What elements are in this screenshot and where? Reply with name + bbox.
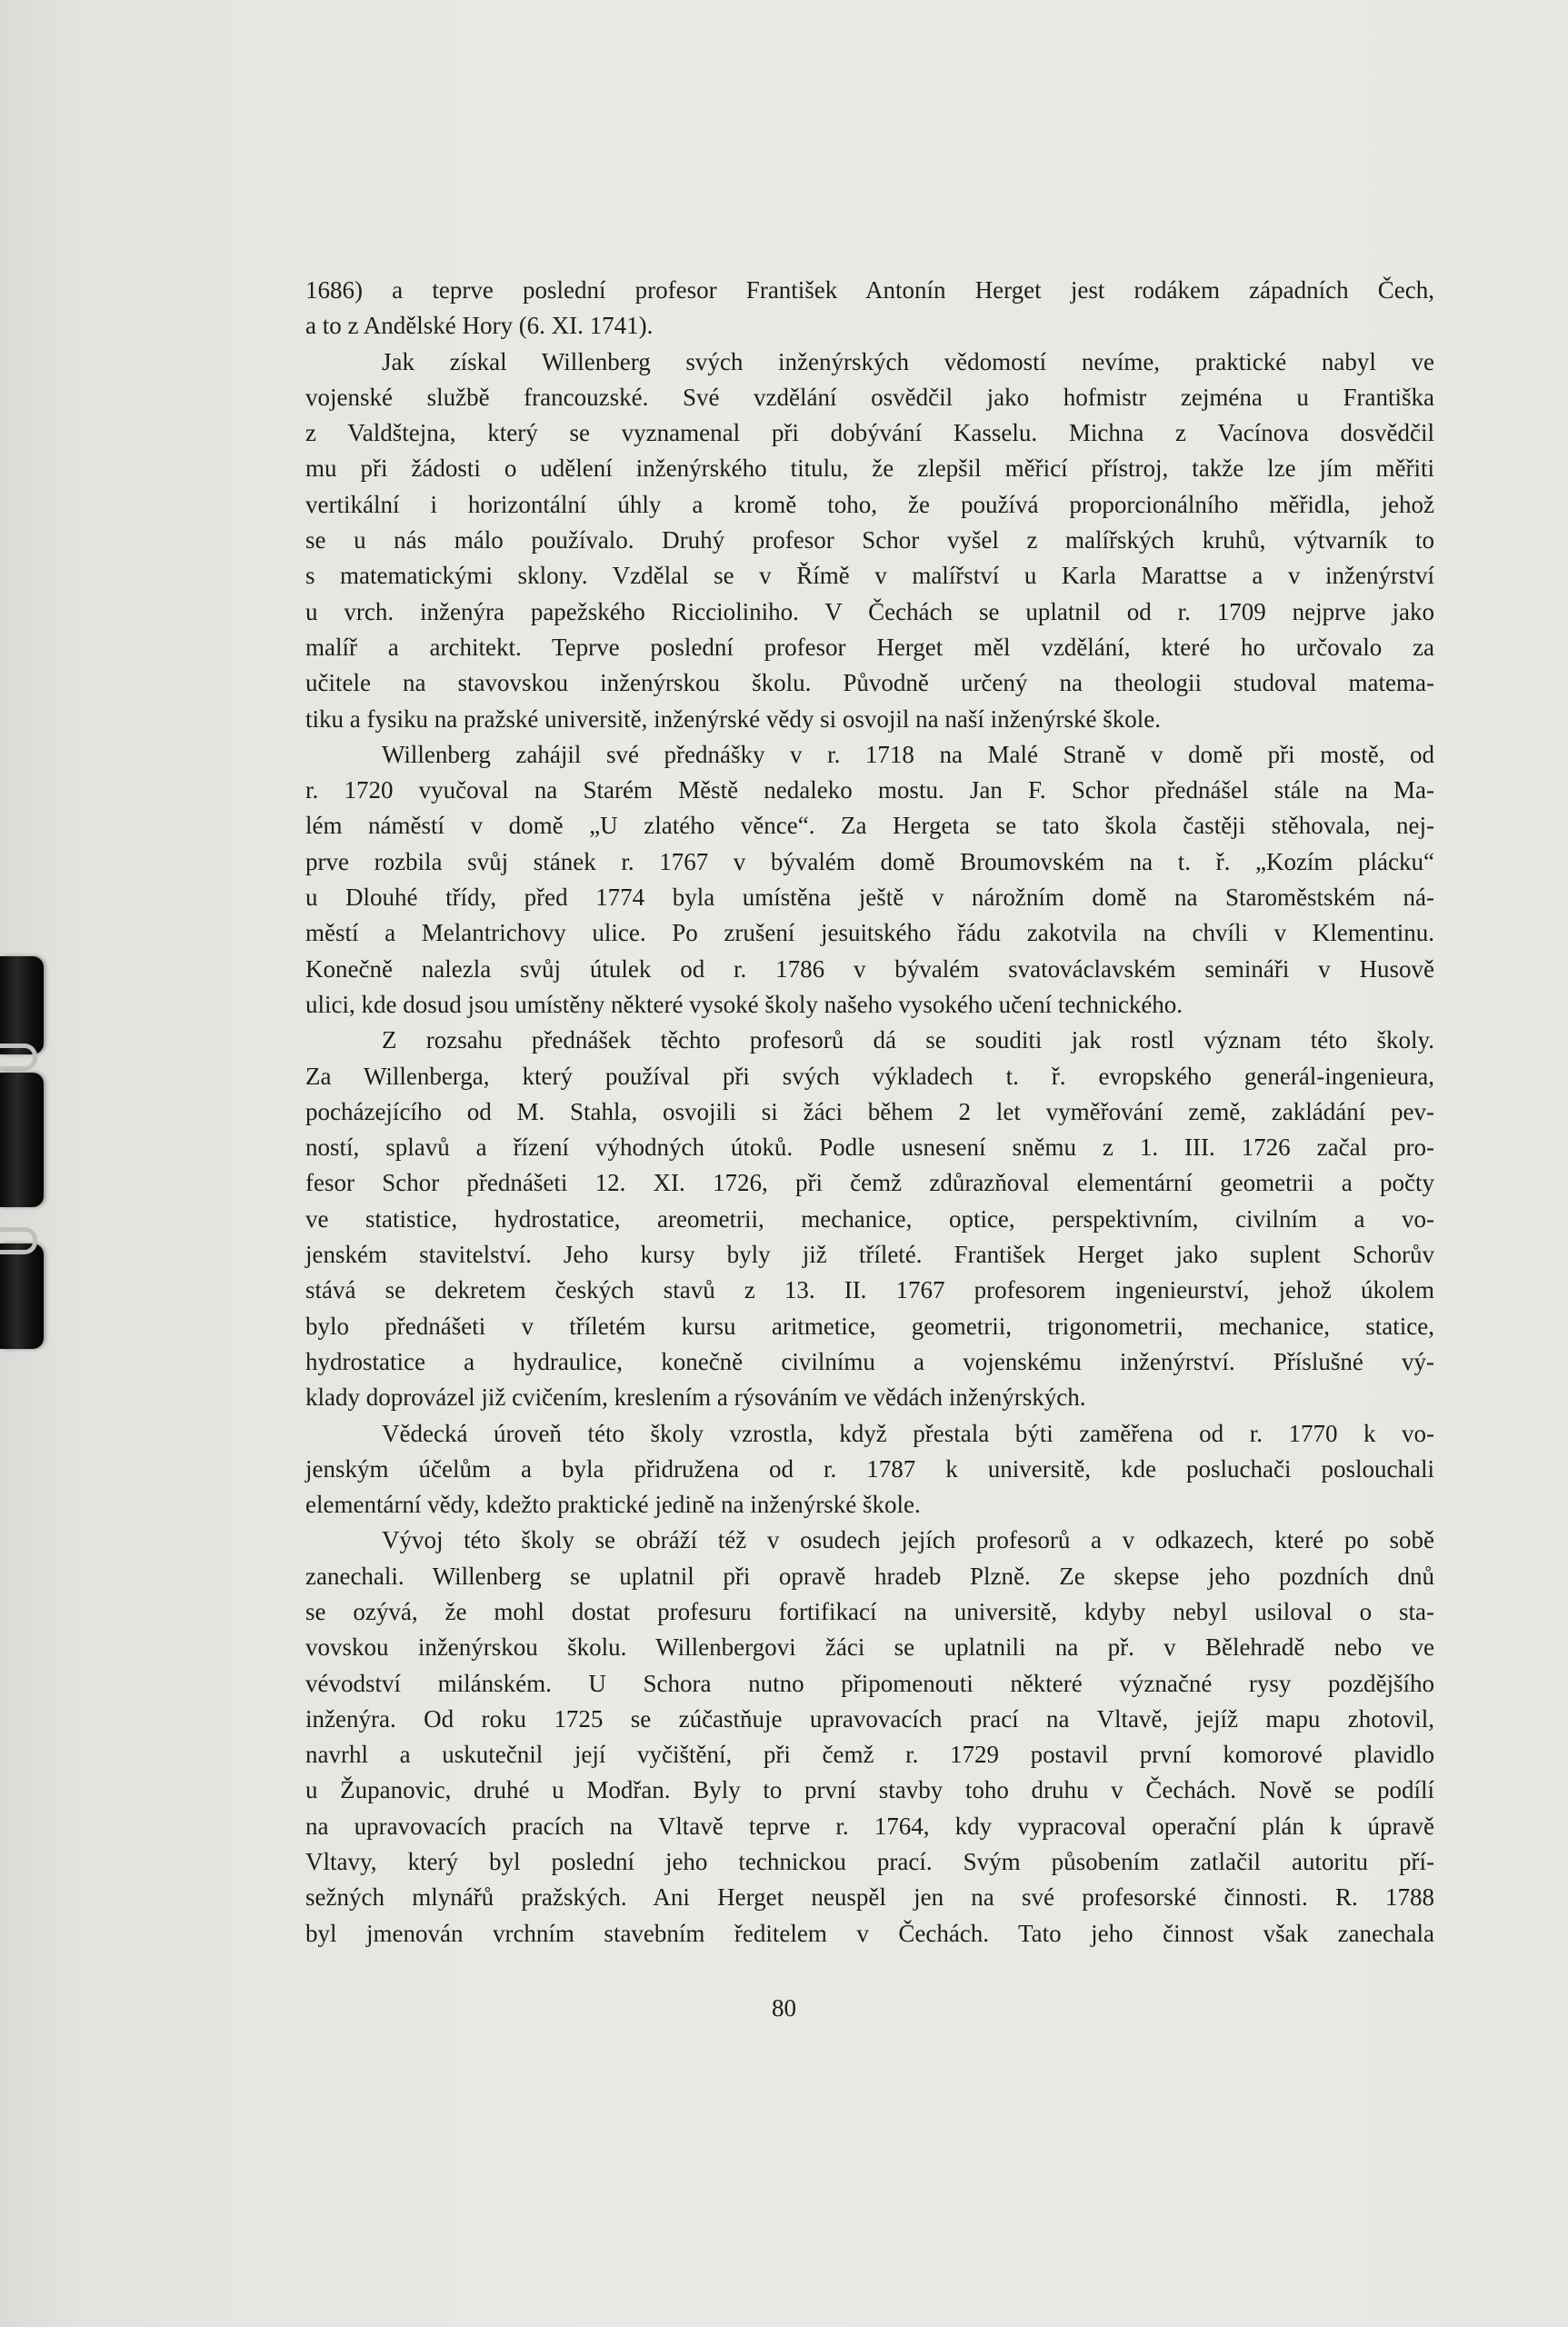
text-line: se ozývá, že mohl dostat profesuru fortifikací na universitě, kdyby nebyl usiloval o sta- xyxy=(305,1597,1434,1625)
text-line: se u nás málo používalo. Druhý profesor Schor vyšel z malířských kruhů, výtvarník to xyxy=(305,526,1434,554)
text-line: tiku a fysiku na pražské universitě, inženýrské vědy si osvojil na naší inženýrské škole. xyxy=(305,704,1162,733)
text-line: mu při žádosti o udělení inženýrského titulu, že zlepšil měřicí přístroj, takže lze jím měřiti xyxy=(305,454,1434,483)
text-line: z Valdštejna, který se vyznamenal při dobývání Kasselu. Michna z Vacínova dosvědčil xyxy=(305,419,1434,447)
text-line: lém náměstí v domě „U zlatého věnce“. Za Hergeta se tato škola častěji stěhovala, nej- xyxy=(305,812,1434,840)
text-line: ulici, kde dosud jsou umístěny některé vysoké školy našeho vysokého učení technického. xyxy=(305,990,1183,1018)
text-line: elementární vědy, kdežto praktické jedině na inženýrské škole. xyxy=(305,1491,921,1519)
text-line: vertikální i horizontální úhly a kromě toho, že používá proporcionálního měřidla, jehož xyxy=(305,490,1434,518)
text-line: vojenské službě francouzské. Své vzdělání osvědčil jako hofmistr zejména u Františka xyxy=(305,383,1434,411)
text-line: Vývoj této školy se obráží též v osudech jejích profesorů a v odkazech, které po sobě xyxy=(382,1526,1434,1554)
text-line: hydrostatice a hydraulice, konečně civilnímu a vojenskému inženýrství. Příslušné vý- xyxy=(305,1347,1434,1375)
text-line: u vrch. inženýra papežského Riccioliniho. V Čechách se uplatnil od r. 1709 nejprve jako xyxy=(305,597,1434,625)
text-line: Vltavy, který byl poslední jeho technickou prací. Svým působením zatlačil autoritu pří- xyxy=(305,1848,1434,1876)
text-line: na upravovacích pracích na Vltavě teprve r. 1764, kdy vypracoval operační plán k úpravě xyxy=(305,1812,1434,1840)
binder-ring-lower xyxy=(0,1227,37,1254)
body-text xyxy=(305,273,1434,1952)
text-line: zanechali. Willenberg se uplatnil při opravě hradeb Plzně. Ze skepse jeho pozdních dnů xyxy=(305,1562,1434,1590)
text-line: Willenberg zahájil své přednášky v r. 1718 na Malé Straně v domě při mostě, od xyxy=(382,740,1434,768)
text-line: r. 1720 vyučoval na Starém Městě nedaleko mostu. Jan F. Schor přednášel stále na Ma- xyxy=(305,776,1434,804)
text-line: navrhl a uskutečnil její vyčištění, při čemž r. 1729 postavil první komorové plavidlo xyxy=(305,1741,1434,1769)
text-line: malíř a architekt. Teprve poslední profesor Herget měl vzdělání, které ho určovalo za xyxy=(305,633,1434,661)
text-line: jenským účelům a byla přidružena od r. 1787 k universitě, kde posluchači poslouchali xyxy=(305,1454,1434,1483)
text-line: vovskou inženýrskou školu. Willenbergovi žáci se uplatnili na př. v Bělehradě nebo ve xyxy=(305,1633,1434,1662)
text-line: Za Willenberga, který používal při svých výkladech t. ř. evropského generál-ingenieura, xyxy=(305,1062,1434,1090)
text-line: ve statistice, hydrostatice, areometrii, mechanice, optice, perspektivním, civilním a vo- xyxy=(305,1204,1434,1233)
text-line: 1686) a teprve poslední profesor František Antonín Herget jest rodákem západních Čech, xyxy=(305,276,1434,304)
text-line: stává se dekretem českých stavů z 13. II. 1767 profesorem ingenieurství, jehož úkolem xyxy=(305,1276,1434,1304)
text-line: bylo přednášeti v tříletém kursu aritmetice, geometrii, trigonometrii, mechanice, statice, xyxy=(305,1312,1434,1340)
text-line: u Dlouhé třídy, před 1774 byla umístěna ještě v nárožním domě na Staroměstském ná- xyxy=(305,884,1434,912)
text-line: učitele na stavovskou inženýrskou školu. Původně určený na theologii studoval matema- xyxy=(305,669,1434,697)
text-line: a to z Andělské Hory (6. XI. 1741). xyxy=(305,312,654,340)
binder-ring-upper xyxy=(0,1044,37,1071)
binder-clip-lower xyxy=(0,1243,44,1349)
text-line: ností, splavů a řízení výhodných útoků. Podle usnesení sněmu z 1. III. 1726 začal pro- xyxy=(305,1134,1434,1162)
text-line: Konečně nalezla svůj útulek od r. 1786 v bývalém svatováclavském semináři v Husově xyxy=(305,954,1434,983)
text-line: inženýra. Od roku 1725 se zúčastňuje upravovacích prací na Vltavě, jejíž mapu zhotovil, xyxy=(305,1704,1434,1733)
binder-clip-middle xyxy=(0,1073,44,1207)
text-line: pocházejícího od M. Stahla, osvojili si žáci během 2 let vyměřování země, zakládání pev- xyxy=(305,1097,1434,1125)
binder-clip-upper xyxy=(0,956,44,1054)
text-line: prve rozbila svůj stánek r. 1767 v bývalém domě Broumovském na t. ř. „Kozím plácku“ xyxy=(305,847,1434,875)
text-line: fesor Schor přednášeti 12. XI. 1726, při čemž zdůrazňoval elementární geometrii a počty xyxy=(305,1169,1434,1197)
text-line: sežných mlynářů pražských. Ani Herget neuspěl jen na své profesorské činnosti. R. 1788 xyxy=(305,1883,1434,1912)
text-line: vévodství milánském. U Schora nutno připomenouti některé význačné rysy pozdějšího xyxy=(305,1669,1434,1697)
text-line: klady doprovázel již cvičením, kreslením a rýsováním ve vědách inženýrských. xyxy=(305,1383,1086,1412)
text-line: Z rozsahu přednášek těchto profesorů dá se souditi jak rostl význam této školy. xyxy=(382,1026,1434,1054)
text-line: s matematickými sklony. Vzdělal se v Římě v malířství u Karla Marattse a v inženýrství xyxy=(305,562,1434,590)
text-line: u Županovic, druhé u Modřan. Byly to první stavby toho druhu v Čechách. Nově se podílí xyxy=(305,1776,1434,1804)
page-number: 80 xyxy=(772,1994,796,2022)
text-line: jenském stavitelství. Jeho kursy byly již tříleté. František Herget jako suplent Schorův xyxy=(305,1241,1434,1269)
text-line: Jak získal Willenberg svých inženýrských vědomostí nevíme, praktické nabyl ve xyxy=(382,347,1434,375)
text-line: Vědecká úroveň této školy vzrostla, když přestala býti zaměřena od r. 1770 k vo- xyxy=(382,1419,1434,1447)
text-line: městí a Melantrichovy ulice. Po zrušení jesuitského řádu zakotvila na chvíli v Klementinu. xyxy=(305,919,1434,947)
text-line: byl jmenován vrchním stavebním ředitelem v Čechách. Tato jeho činnost však zanechala xyxy=(305,1919,1434,1947)
